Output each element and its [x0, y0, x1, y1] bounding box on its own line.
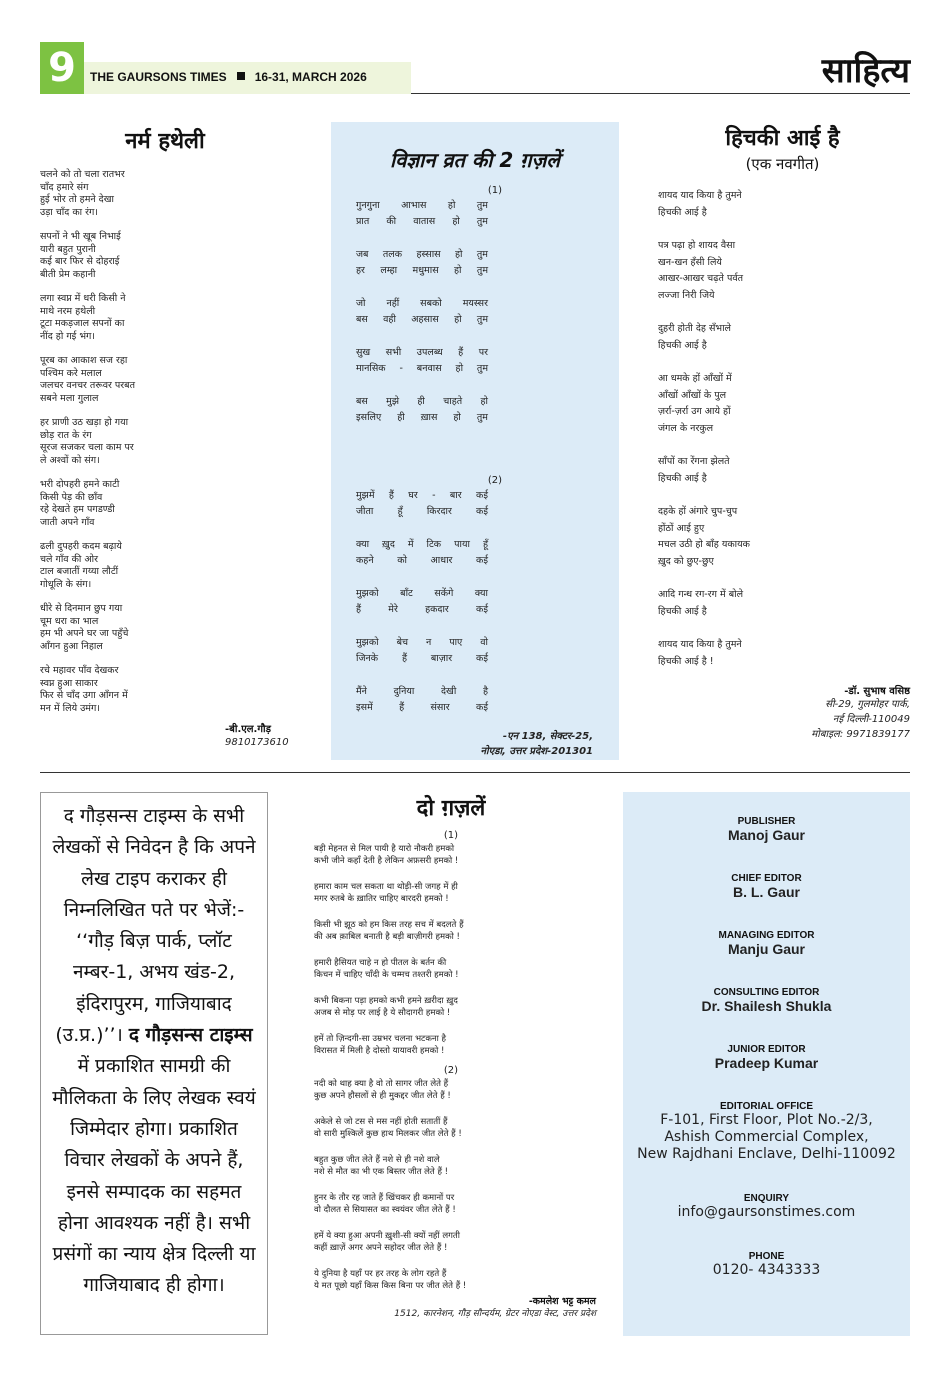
verse-line: जब तलक हस्सास हो तुम: [356, 249, 488, 260]
stanza: [658, 238, 910, 304]
verse-line: वो दौलत से सियासत का स्वयंवर जीत लेते हैं !: [314, 1205, 456, 1215]
verse-line: पूरब का आकाश सज रहा: [40, 355, 128, 366]
verse-line: हमें ये क्या हुआ अपनी ख़ुशी-सी क्यों नहीं लगती: [314, 1231, 460, 1241]
verse-line: सुख सभी उपलब्ध हैं पर: [356, 347, 488, 358]
notice-publication-name: द गौड़सन्स टाइम्स: [128, 1024, 253, 1047]
verse-line: हम भी अपने घर जा पहुँचे: [40, 628, 129, 639]
verse-line: चले गाँव की ओर: [40, 553, 98, 565]
verse-line: साँपों का रेंगना झेलते: [658, 456, 730, 467]
stanza: [40, 479, 290, 529]
editorial-office-address: [623, 1112, 910, 1163]
page-number: 9: [40, 42, 84, 94]
verse-line: सपनों ने भी खूब निभाई: [40, 231, 121, 242]
verse-line: बीती प्रेम कहानी: [40, 268, 96, 280]
verse-line: किसी भी झूठ को हम किस तरह सच में बदलते हैं: [314, 920, 464, 930]
verse-line: कभी बिकना पड़ा हमको कभी हमने ख़रीदा ख़ुद: [314, 996, 458, 1006]
poem-hichki: [655, 122, 910, 742]
verse-line: हमें तो ज़िन्दगी-सा उम्रभर चलना भटकना है: [314, 1034, 446, 1044]
square-bullet-icon: [237, 72, 245, 80]
author-address-line-2: नई दिल्ली-110049: [832, 714, 910, 725]
verse-line: कहने को आधार कई: [356, 555, 488, 566]
section-divider: [40, 772, 910, 773]
verse-line: हिचकी आई है: [658, 472, 707, 484]
verse-line: ज़र्रा-ज़र्रा उग आये हों: [658, 406, 731, 417]
verse-line: पत्र पढ़ा हो शायद वैसा: [658, 240, 736, 251]
verse-line: चाँद हमारे संग: [40, 181, 89, 193]
poem-body: [655, 188, 910, 670]
verse-line: वो सारी मुश्किलें कुछ हाथ मिलकर जीत लेते हैं !: [314, 1129, 462, 1139]
verse-line: छोड़ रात के रंग: [40, 429, 92, 441]
phone-number: 0120- 4343333: [712, 1262, 821, 1278]
author-address-line-1: सी-29, गुलमोहर पार्क,: [825, 699, 910, 710]
stanza: [306, 1192, 596, 1216]
stanza: [306, 919, 596, 943]
verse-line: ख़ुद को छुए-छुए: [658, 555, 714, 567]
stanza: [306, 1154, 596, 1178]
verse-line: आदि गन्ध रग-रग में बोले: [658, 589, 744, 600]
verse-line: हिचकी आई है: [658, 206, 707, 218]
stanza: [658, 188, 910, 221]
stanza: [658, 504, 910, 570]
verse-line: जिनके हैं बाज़ार कई: [356, 653, 488, 664]
verse-line: हर लम्हा मधुमास हो तुम: [356, 265, 488, 276]
verse-line: इसमें हैं संसार कई: [356, 702, 488, 713]
verse-line: प्रात की वातास हो तुम: [356, 216, 488, 227]
stanza: [306, 995, 596, 1019]
verse-line: हिचकी आई है !: [658, 655, 714, 667]
chief-editor-name: B. L. Gaur: [733, 884, 800, 900]
stanza: [658, 637, 910, 670]
verse-line: हिचकी आई है: [658, 605, 707, 617]
stanza: [306, 1078, 596, 1102]
notice-text-part1: द गौड़सन्स टाइम्स के सभी लेखकों से निवेदन है कि अपने लेख टाइप कराकर ही निम्नलिखित पते पर भेजें:- ‘‘गौड़ बिज़ पार्क, प्लॉट नम्बर-1, अभय खंड-2, इंदिरापुरम, गाजियाबाद (उ.प्र.)’’।: [52, 805, 256, 1047]
poem-title: नर्म हथेली: [125, 129, 205, 154]
verse-line: कहीं ख़ाज़ें अगर अपने सहोदर जीत लेते हैं !: [314, 1243, 448, 1253]
verse-line: नींद हो गई भंग।: [40, 330, 95, 342]
masthead: [40, 42, 910, 94]
stanza: [306, 1033, 596, 1057]
notice-box: [40, 792, 268, 1335]
verse-line: रहे देखते हम पगडण्डी: [40, 504, 115, 515]
verse-line: बस वही अहसास हो तुम: [356, 314, 488, 325]
verse-line: बड़ी मेहनत से मिल पायी है यारो नौकरी हमको: [314, 844, 455, 854]
stanza: [306, 1116, 596, 1140]
verse-line: माथे नरम हथेली: [40, 305, 96, 317]
verse-line: बस मुझे ही चाहते हो: [356, 396, 488, 407]
stanza: [40, 231, 290, 281]
enquiry-email[interactable]: info@gaursonstimes.com: [677, 1204, 856, 1220]
poem-body: [40, 169, 290, 715]
verse-line: अजब से मोड़ पर लाई है ये सौदागरी हमको !: [314, 1008, 451, 1018]
verse-line: ले अश्वों को संग।: [40, 454, 100, 466]
verse-line: शायद याद किया है तुमने: [658, 639, 742, 650]
verse-line: अकेले से जो टस से मस नहीं होती सतातीं हैं: [314, 1117, 448, 1127]
publication-line: [90, 70, 367, 84]
verse-line: गोधूलि के संग।: [40, 578, 92, 590]
poem-author: -डॉ. सुभाष वसिष्ठ: [844, 686, 910, 697]
junior-editor-label: JUNIOR EDITOR: [727, 1044, 806, 1055]
stanza: [40, 169, 290, 219]
verse-line: जलचर वनचर तरूवर परबत: [40, 380, 136, 391]
consulting-editor-name: Dr. Shailesh Shukla: [701, 998, 832, 1014]
verse-line: कई बार फिर से दोहराई: [40, 256, 120, 267]
publisher-name: Manoj Gaur: [727, 827, 805, 843]
author-mobile: मोबाइल: 9971839177: [811, 729, 910, 740]
verse-line: रचे महावर पाँव देखकर: [40, 665, 119, 676]
stanza: [306, 881, 596, 905]
verse-line: हुनर के तौर रह जाते हैं खिंचकर ही कमानों पर: [314, 1193, 455, 1203]
verse-line: मन में लिये उमंग।: [40, 702, 100, 714]
verse-line: स्वप्न हुआ साकार: [40, 677, 98, 689]
verse-line: ये दुनिया है यहाँ पर हर तरह के लोग रहते हैं: [314, 1269, 447, 1279]
verse-line: आखर-आखर चढ़ते पर्वत: [658, 273, 744, 284]
stanza: [40, 665, 290, 715]
poem-author: -बी.एल.गौड़: [225, 724, 271, 735]
stanza: [306, 843, 596, 867]
verse-line: उड़ा चाँद का रंग।: [40, 206, 98, 218]
ghazal-body: [353, 198, 597, 426]
ghazal-body: [353, 488, 597, 716]
verse-line: हैं मेरे हकदार कई: [356, 604, 488, 615]
verse-line: भरी दोपहरी हमने काटी: [40, 479, 120, 490]
verse-line: धीरे से दिनमान छुप गया: [40, 603, 123, 614]
office-line-3: New Rajdhani Enclave, Delhi-110092: [637, 1146, 896, 1162]
verse-line: कुछ अपने हौसलों से ही मुकद्दर जीत लेते हैं !: [314, 1091, 451, 1101]
verse-line: मुझमें हैं घर - बार कई: [356, 490, 488, 501]
stanza: [356, 345, 488, 377]
poem-title: विज्ञान व्रत की 2 ग़ज़लें: [390, 148, 560, 172]
ghazal-number: (1): [443, 830, 459, 841]
verse-line: सबने मला गुलाल: [40, 392, 99, 404]
managing-editor-name: Manju Gaur: [727, 941, 805, 957]
stanza: [306, 1230, 596, 1254]
stanza: [356, 488, 488, 520]
managing-editor-label: MANAGING EDITOR: [718, 930, 815, 941]
verse-line: आँगन हुआ निहाल: [40, 640, 103, 652]
enquiry-label: ENQUIRY: [743, 1193, 790, 1204]
verse-line: ढली दुपहरी कदम बढ़ाये: [40, 541, 122, 552]
verse-line: होंठों आई हुए: [658, 522, 705, 534]
verse-line: किचन में चाहिए चाँदी के चम्मच तश्तरी हमको !: [314, 970, 459, 980]
verse-line: नदी को थाह क्या है वो तो सागर जीत लेते हैं: [314, 1079, 449, 1089]
verse-line: मैंने दुनिया देखी है: [356, 686, 488, 697]
verse-line: बहुत कुछ जीत लेते हैं नशे से ही नशे वाले: [314, 1155, 440, 1165]
stanza: [306, 1268, 596, 1292]
stanza: [356, 394, 488, 426]
consulting-editor-label: CONSULTING EDITOR: [713, 987, 820, 998]
office-line-2: Ashish Commercial Complex,: [664, 1129, 869, 1145]
stanza: [356, 586, 488, 618]
verse-line: इसलिए ही ख़ास हो तुम: [356, 412, 488, 423]
issue-date: 16-31, MARCH 2026: [254, 70, 367, 84]
verse-line: दहके हों अंगारे चुप-चुप: [658, 506, 738, 517]
poem-subtitle: (एक नवगीत): [745, 155, 820, 173]
verse-line: आ धमके हों आँखों में: [658, 373, 732, 384]
verse-line: आँखों आँखों के पुल: [658, 389, 727, 401]
stanza: [356, 296, 488, 328]
stanza: [40, 293, 290, 343]
stanza: [356, 635, 488, 667]
verse-line: विरासत में मिली है दोस्तो यायावरी हमको !: [314, 1046, 445, 1056]
verse-line: टाल बजातीं गय्या लौटीं: [40, 566, 119, 577]
stanza: [658, 587, 910, 620]
verse-line: मानसिक - बनवास हो तुम: [356, 363, 488, 374]
verse-line: जंगल के नरकुल: [658, 422, 714, 434]
stanza: [658, 454, 910, 487]
verse-line: की अब क़ाबिल बनाती है बड़ी बाज़ीगरी हमको !: [314, 932, 460, 942]
junior-editor-name: Pradeep Kumar: [714, 1055, 819, 1071]
editorial-office-label: EDITORIAL OFFICE: [720, 1101, 813, 1112]
verse-line: गुनगुना आभास हो तुम: [356, 200, 488, 211]
publication-name: THE GAURSONS TIMES: [90, 70, 227, 84]
verse-line: दुहरी होती देह सँभाले: [658, 323, 731, 334]
verse-line: मुझको बेच न पाए वो: [356, 637, 488, 648]
staff-box: [623, 792, 910, 1336]
author-address-line-1: -एन 138, सेक्टर-25,: [502, 731, 593, 742]
stanza: [40, 355, 290, 405]
poem-narm-hatheli: [40, 125, 290, 750]
stanza: [40, 417, 290, 467]
stanza: [306, 957, 596, 981]
verse-line: शायद याद किया है तुमने: [658, 190, 742, 201]
poem-do-ghazalen: [306, 792, 596, 1322]
verse-line: पश्चिम करे मलाल: [40, 367, 102, 379]
verse-line: चूम धरा का भाल: [40, 615, 99, 627]
stanza: [356, 537, 488, 569]
verse-line: हिचकी आई है: [658, 339, 707, 351]
stanza: [356, 684, 488, 716]
verse-line: कभी जीने कहाँ देती है लेकिन अफ़सरी हमको !: [314, 856, 459, 866]
verse-line: चलने को तो चला रातभर: [40, 169, 125, 180]
verse-line: ये मत पूछो यहाँ किस किस बिना पर जीत लेते हैं !: [314, 1281, 467, 1291]
verse-line: लज्जा निरी जिये: [658, 289, 715, 301]
verse-line: मगर रुतबे के ख़ातिर चाहिए बारदरी हमको !: [314, 894, 449, 904]
stanza: [356, 198, 488, 230]
verse-line: मुझको बाँट सकेंगे क्या: [356, 588, 488, 599]
verse-line: किसी पेड़ की छाँव: [40, 491, 103, 503]
poem-vigyan-vrat: [331, 122, 619, 760]
author-address: 1512, कारनेशन, गौड़ सौन्दर्यम, ग्रेटर नोएडा वेस्ट, उत्तर प्रदेश: [394, 1309, 596, 1319]
verse-line: हमारी हैसियत चाहे न हो पीतल के बर्तन की: [314, 958, 447, 968]
verse-line: जो नहीं सबको मयस्सर: [356, 298, 488, 309]
author-phone: 9810173610: [225, 737, 289, 748]
stanza: [40, 541, 290, 591]
verse-line: यारी बहुत पुरानी: [40, 243, 96, 255]
poem-title: दो ग़ज़लें: [416, 796, 486, 821]
verse-line: मचल उठी हो बाँह यकायक: [658, 539, 750, 550]
chief-editor-label: CHIEF EDITOR: [731, 873, 802, 884]
poem-author: -कमलेश भट्ट कमल: [528, 1296, 596, 1307]
verse-line: नशे से मौत का भी एक बिस्तर जीत लेते हैं !: [314, 1167, 449, 1177]
verse-line: फिर से चाँद उगा आँगन में: [40, 690, 128, 701]
verse-line: हमारा काम चल सकता था थोड़ी-सी जगह में ही: [314, 882, 458, 892]
publisher-label: PUBLISHER: [737, 816, 796, 827]
ghazal-body: [306, 843, 596, 1057]
ghazal-body: [306, 1078, 596, 1292]
verse-line: लगा स्वप्न में धरी किसी ने: [40, 293, 126, 304]
phone-label: PHONE: [748, 1251, 785, 1262]
verse-line: हर प्राणी उठ खड़ा हो गया: [40, 417, 129, 428]
verse-line: सूरज सजकर चला काम पर: [40, 442, 134, 453]
verse-line: खन-खन हँसी लिये: [658, 256, 722, 268]
ghazal-number: (2): [443, 1065, 459, 1076]
ghazal-number: (2): [487, 475, 503, 486]
verse-line: हुई भोर तो हमने देखा: [40, 194, 114, 205]
poem-title: हिचकी आई है: [725, 126, 840, 151]
notice-text-part2: में प्रकाशित सामग्री की मौलिकता के लिए लेखक स्वयं जिम्मेदार होगा। प्रकाशित विचार लेखकों के अपने हैं, इनसे सम्पादक का सहमत होना आवश्यक नहीं है। सभी प्रसंगों का न्याय क्षेत्र दिल्ली या गाजियाबाद ही होगा।: [52, 1055, 256, 1297]
stanza: [658, 321, 910, 354]
verse-line: जाती अपने गाँव: [40, 516, 95, 528]
stanza: [356, 247, 488, 279]
verse-line: जीता हूँ किरदार कई: [356, 506, 488, 517]
author-address-line-2: नोएडा, उत्तर प्रदेश-201301: [480, 746, 593, 757]
section-title: साहित्य: [821, 51, 910, 91]
office-line-1: F-101, First Floor, Plot No.-2/3,: [660, 1112, 873, 1128]
ghazal-number: (1): [487, 185, 503, 196]
verse-line: क्या ख़ुद में टिक पाया हूँ: [356, 539, 488, 550]
stanza: [658, 371, 910, 437]
verse-line: टूटा मकड़जाल सपनों का: [40, 318, 125, 329]
stanza: [40, 603, 290, 653]
